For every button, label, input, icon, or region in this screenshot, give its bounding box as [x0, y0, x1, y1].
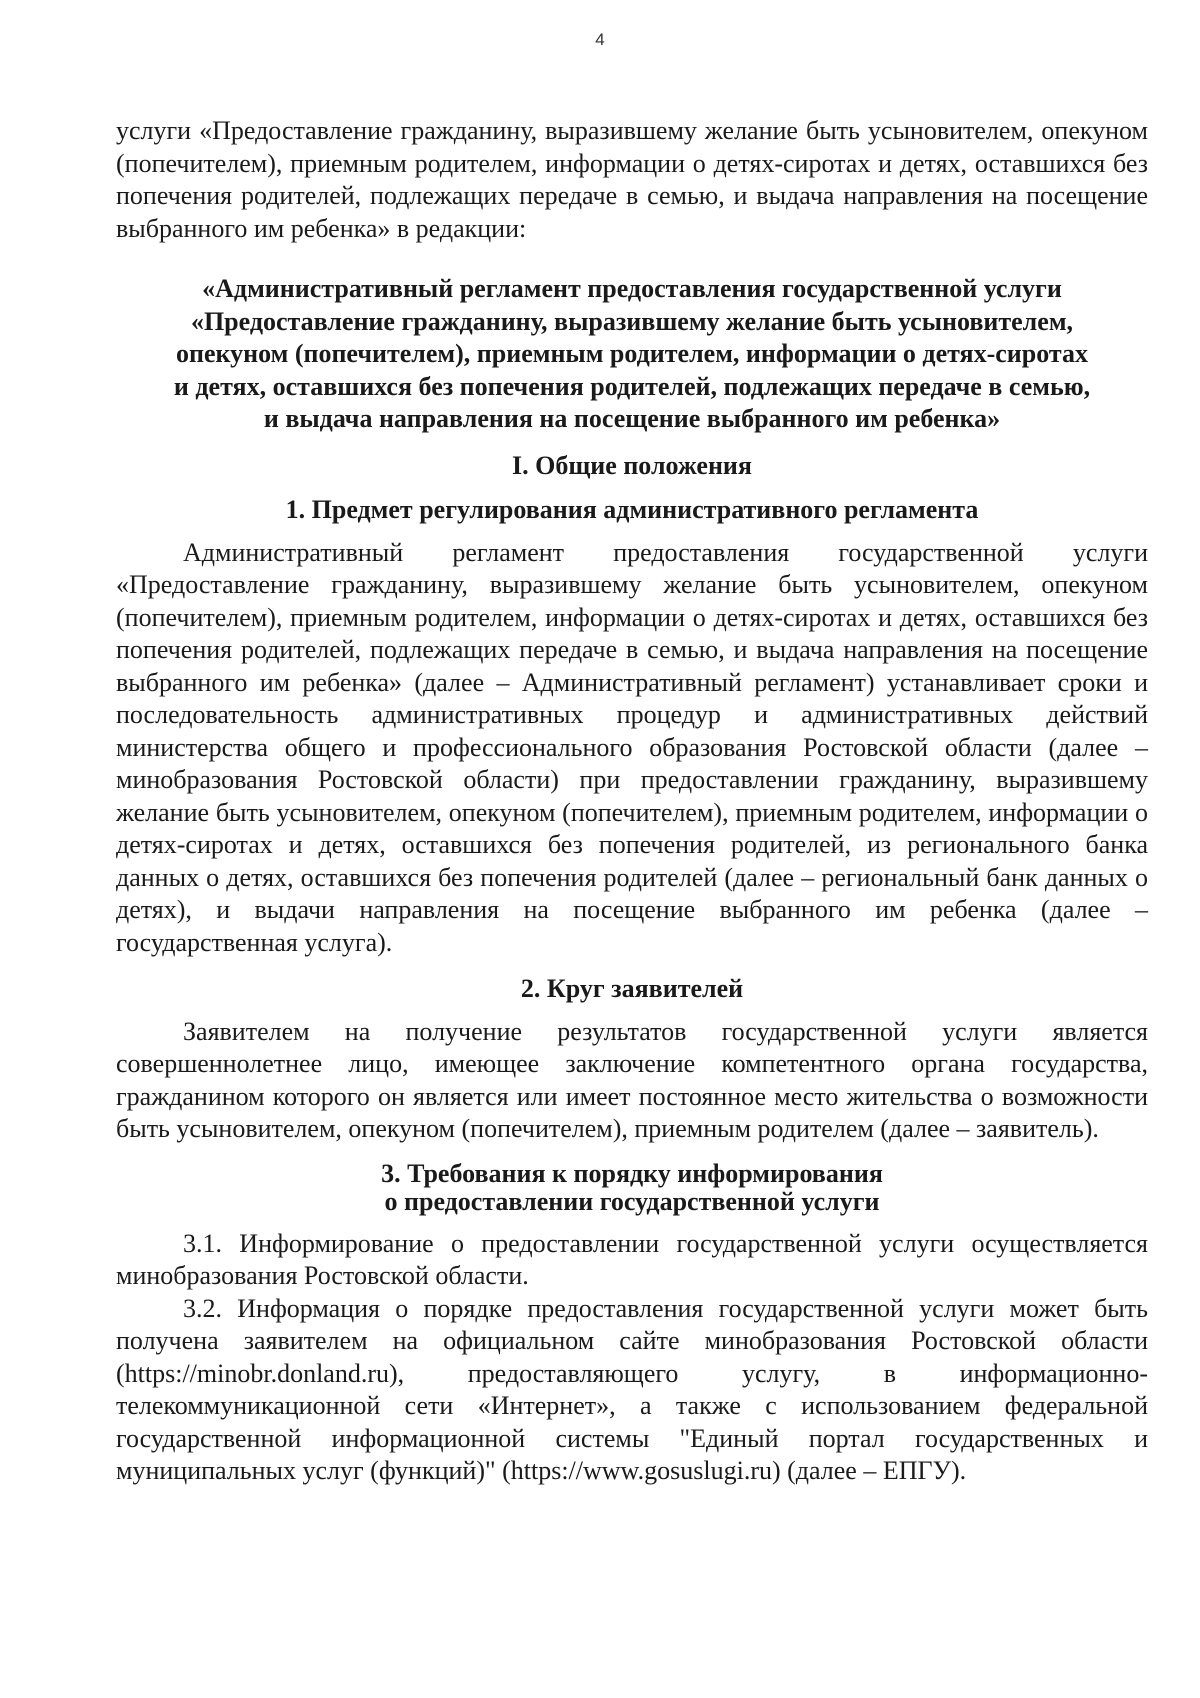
title-line: «Административный регламент предоставления государственной услуги — [202, 274, 1062, 303]
paragraph-3-1: 3.1. Информирование о предоставлении государственной услуги осуществляется минобразования Ростовской области. — [116, 1228, 1148, 1290]
subsection-heading-subject: 1. Предмет регулирования административного регламента — [285, 495, 979, 524]
title-line: опекуном (попечителем), приемным родителем, информации о детях-сиротах — [175, 339, 1088, 368]
subsection-heading-applicants: 2. Круг заявителей — [520, 974, 744, 1003]
applicants-paragraph: Заявителем на получение результатов государственной услуги является совершеннолетнее лицо, имеющее заключение компетентного органа государства, гражданином которого он является или имеет постоянное место жительства о возможности быть усыновителем, опекуном (попечителем), приемным родителем (далее – заявитель). — [116, 1016, 1148, 1143]
subsection-heading-informing — [116, 1160, 1148, 1216]
regulation-title — [116, 273, 1148, 436]
title-line: «Предоставление гражданину, выразившему желание быть усыновителем, — [190, 306, 1074, 336]
heading-line: о предоставлении государственной услуги — [384, 1186, 880, 1216]
title-line: и детях, оставшихся без попечения родителей, подлежащих передаче в семью, — [173, 371, 1091, 401]
heading-line: 3. Требования к порядку информирования — [381, 1158, 883, 1188]
page-number: 4 — [595, 30, 605, 49]
subject-paragraph: Административный регламент предоставления государственной услуги «Предоставление гражданину, выразившему желание быть усыновителем, опекуном (попечителем), приемным родителем, информации о детях-сиротах и детях, оставшихся без попечения родителей, подлежащих передаче в семью, и выдача направления на посещение выбранного им ребенка» (далее – Административный регламент) устанавливает сроки и последовательность административных процедур и административных действий министерства общего и профессионального образования Ростовской области (далее – минобразования Ростовской области) при предоставлении гражданину, выразившему желание быть усыновителем, опекуном (попечителем), приемным родителем, информации о детях-сиротах и детях, оставшихся без попечения родителей, из регионального банка данных о детях, оставшихся без попечения родителей (далее – региональный банк данных о детях), и выдачи направления на посещение выбранного им ребенка (далее – государственная услуга). — [116, 537, 1148, 957]
document-body — [116, 115, 1148, 1488]
title-line: и выдача направления на посещение выбранного им ребенка» — [263, 404, 1001, 433]
intro-paragraph: услуги «Предоставление гражданину, выразившему желание быть усыновителем, опекуном (попечителем), приемным родителем, информации о детях-сиротах и детях, оставшихся без попечения родителей, подлежащих передаче в семью, и выдача направления на посещение выбранного им ребенка» в редакции: — [116, 116, 1148, 243]
section-heading-general: I. Общие положения — [512, 450, 752, 480]
paragraph-3-2: 3.2. Информация о порядке предоставления государственной услуги может быть получена заявителем на официальном сайте минобразования Ростовской области (https://minobr.donland.ru), предоставляющего услугу, в информационно-телекоммуникационной сети «Интернет», а также с использованием федеральной государственной информационной системы "Единый портал государственных и муниципальных услуг (функций)" (https://www.gosuslugi.ru) (далее – ЕПГУ). — [116, 1293, 1148, 1485]
